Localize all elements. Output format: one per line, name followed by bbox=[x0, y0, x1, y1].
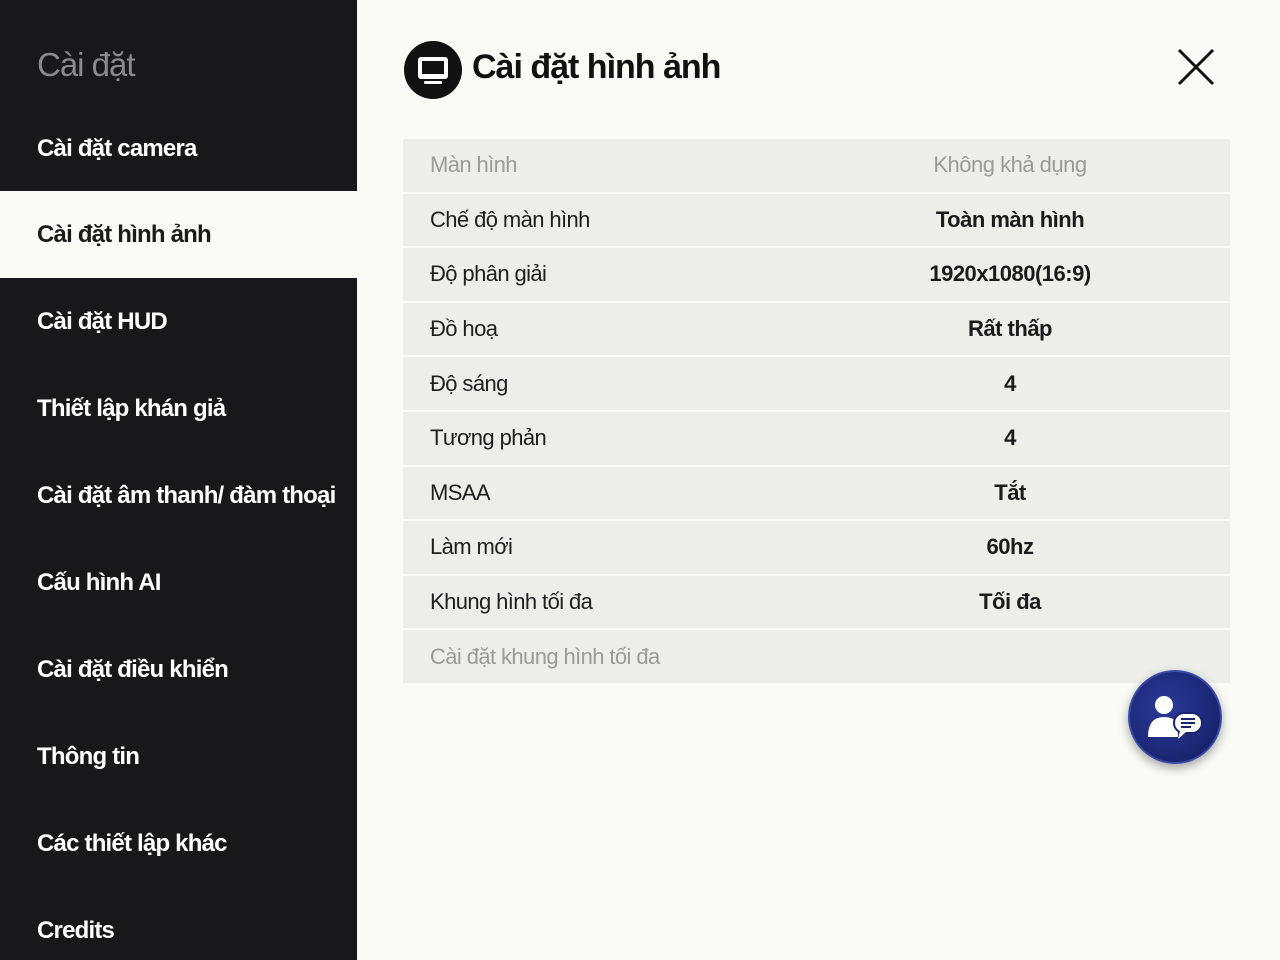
setting-value[interactable]: 1920x1080(16:9) bbox=[929, 261, 1091, 287]
setting-value[interactable]: 60hz bbox=[986, 534, 1034, 560]
setting-row-display bbox=[403, 139, 1230, 194]
sidebar-item-camera[interactable] bbox=[0, 105, 357, 192]
setting-value[interactable]: Rất thấp bbox=[968, 316, 1052, 342]
sidebar-item-credits[interactable] bbox=[0, 887, 357, 960]
sidebar-item-label: Các thiết lập khác bbox=[37, 829, 227, 857]
sidebar-item-graphics[interactable] bbox=[0, 191, 357, 278]
setting-label: Cài đặt khung hình tối đa bbox=[430, 643, 660, 669]
monitor-icon bbox=[404, 41, 462, 99]
close-icon bbox=[1176, 47, 1216, 87]
setting-value: Không khả dụng bbox=[933, 152, 1087, 178]
support-chat-icon bbox=[1144, 691, 1206, 743]
setting-row-contrast[interactable] bbox=[403, 412, 1230, 467]
sidebar-item-ai[interactable] bbox=[0, 539, 357, 626]
setting-row-brightness[interactable] bbox=[403, 357, 1230, 412]
setting-label: Khung hình tối đa bbox=[430, 589, 593, 615]
setting-label: MSAA bbox=[430, 479, 490, 505]
setting-label: Đồ hoạ bbox=[430, 316, 498, 342]
setting-row-graphics-quality[interactable] bbox=[403, 303, 1230, 358]
sidebar-title: Cài đặt bbox=[37, 46, 135, 83]
setting-row-screen-mode[interactable] bbox=[403, 194, 1230, 249]
sidebar-item-label: Cài đặt hình ảnh bbox=[37, 220, 211, 248]
setting-value[interactable]: 4 bbox=[1004, 370, 1016, 396]
sidebar-item-audio[interactable] bbox=[0, 452, 357, 539]
main-panel bbox=[357, 0, 1280, 960]
setting-value[interactable]: Toàn màn hình bbox=[935, 206, 1085, 232]
close-button[interactable] bbox=[1165, 36, 1227, 98]
sidebar-item-controls[interactable] bbox=[0, 626, 357, 713]
setting-row-msaa[interactable] bbox=[403, 467, 1230, 522]
setting-label: Độ sáng bbox=[430, 370, 508, 396]
setting-label: Màn hình bbox=[430, 152, 517, 178]
setting-value[interactable]: 4 bbox=[1004, 425, 1016, 451]
sidebar-item-label: Cài đặt điều khiển bbox=[37, 655, 228, 683]
setting-label: Độ phân giải bbox=[430, 261, 547, 287]
sidebar-item-other[interactable] bbox=[0, 800, 357, 887]
sidebar-item-label: Cài đặt HUD bbox=[37, 307, 167, 335]
sidebar-item-hud[interactable] bbox=[0, 278, 357, 365]
setting-value[interactable]: Tắt bbox=[994, 479, 1026, 505]
setting-row-max-fps[interactable] bbox=[403, 576, 1230, 631]
setting-label: Làm mới bbox=[430, 534, 513, 560]
sidebar-item-info[interactable] bbox=[0, 713, 357, 800]
sidebar-item-label: Cấu hình AI bbox=[37, 568, 161, 596]
sidebar-item-label: Cài đặt âm thanh/ đàm thoại bbox=[37, 481, 336, 509]
sidebar-item-label: Cài đặt camera bbox=[37, 134, 197, 162]
sidebar bbox=[0, 0, 357, 960]
setting-label: Chế độ màn hình bbox=[430, 206, 590, 232]
sidebar-item-label: Credits bbox=[37, 916, 115, 944]
setting-row-resolution[interactable] bbox=[403, 248, 1230, 303]
sidebar-item-label: Thiết lập khán giả bbox=[37, 394, 226, 422]
page-title: Cài đặt hình ảnh bbox=[472, 48, 721, 86]
setting-label: Tương phản bbox=[430, 425, 547, 451]
setting-row-refresh-rate[interactable] bbox=[403, 521, 1230, 576]
sidebar-item-label: Thông tin bbox=[37, 742, 140, 770]
setting-row-max-fps-custom bbox=[403, 630, 1230, 685]
sidebar-item-spectator[interactable] bbox=[0, 365, 357, 452]
support-chat-button[interactable] bbox=[1128, 670, 1222, 764]
setting-value[interactable]: Tối đa bbox=[979, 589, 1041, 615]
settings-list bbox=[403, 139, 1230, 685]
